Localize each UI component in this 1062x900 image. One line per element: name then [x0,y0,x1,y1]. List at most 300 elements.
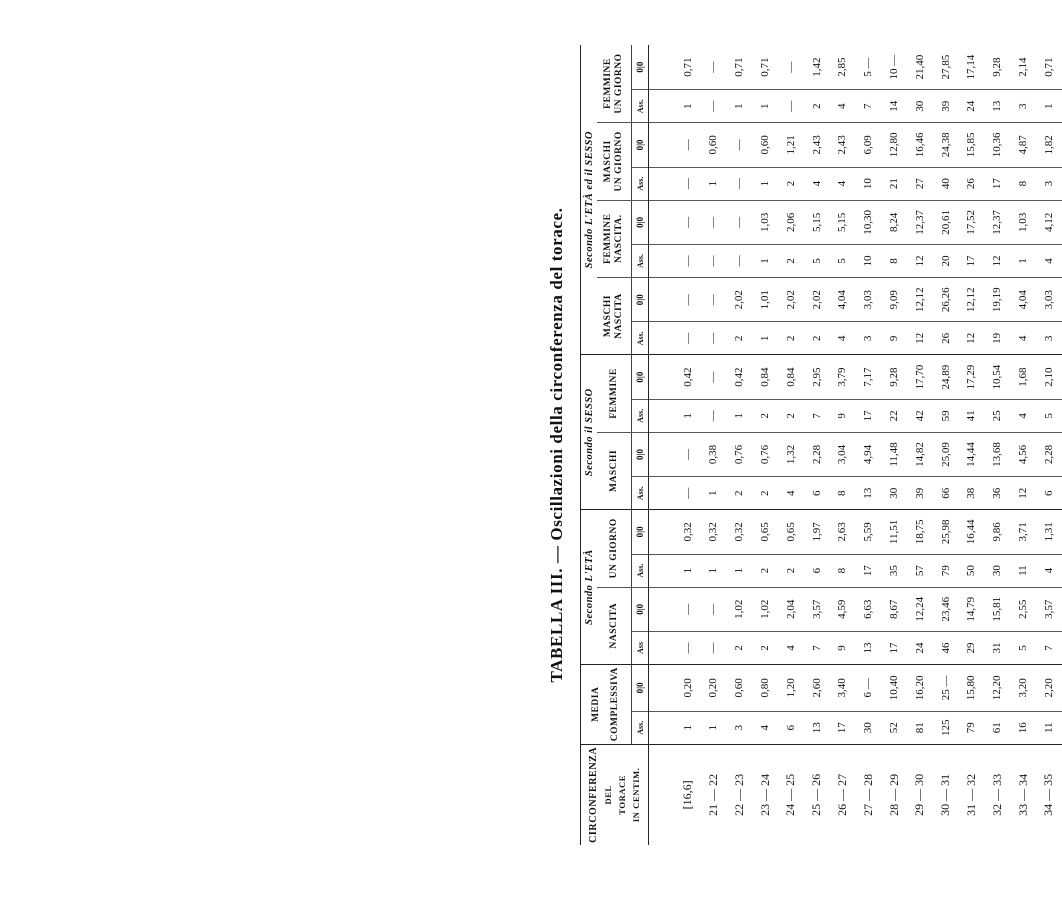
cell-absolute: 4 [830,167,856,200]
header-maschi-nascita-line2: NASCITA [614,293,624,339]
cell-percent: 2,28 [1036,432,1062,477]
cell-percent: 19,19 [984,277,1010,322]
cell-percent: 3,04 [830,432,856,477]
col-pct: 0|0 [632,45,649,90]
cell-absolute: 1 [726,90,752,123]
cell-percent: 25,98 [933,510,959,555]
cell-absolute: 22 [881,399,907,432]
cell-absolute: 12 [1010,477,1036,510]
cell-percent: 3,71 [1010,510,1036,555]
cell-percent: 4,94 [855,432,881,477]
table-row [701,45,727,845]
cell-percent: 2,02 [804,277,830,322]
cell-absolute: 2 [778,245,804,278]
cell-absolute: 2 [752,632,778,665]
cell-percent: 0,38 [701,432,727,477]
cell-percent: 2,43 [804,123,830,168]
cell-percent: 9,86 [984,510,1010,555]
cell-absolute: 1 [675,711,701,744]
cell-absolute: — [701,90,727,123]
cell-absolute: 8 [881,245,907,278]
col-pct: 0|0 [632,355,649,400]
cell-percent: 0,71 [752,45,778,90]
cell-percent: 4,04 [1010,277,1036,322]
cell-percent: 15,81 [984,587,1010,632]
cell-percent: 3,79 [830,355,856,400]
cell-percent: 0,84 [752,355,778,400]
cell-percent: 2,60 [804,664,830,711]
spacer-cell [649,510,675,555]
cell-percent: 13,68 [984,432,1010,477]
row-label: 28 — 29 [886,773,901,816]
cell-absolute: — [726,245,752,278]
cell-absolute: 30 [855,711,881,744]
cell-absolute: 3 [855,322,881,355]
table-row [1036,45,1062,845]
cell-percent: 1,01 [752,277,778,322]
cell-absolute: 13 [984,90,1010,123]
cell-percent: 5 — [855,45,881,90]
cell-absolute: 66 [933,477,959,510]
data-table [580,45,1062,845]
header-maschi-nascita [597,277,632,354]
cell-absolute: 17 [830,711,856,744]
cell-absolute: 1 [752,245,778,278]
cell-percent: 0,65 [752,510,778,555]
group-header-eta: Secondo L'ETÀ [581,510,598,665]
cell-percent: 3,20 [1010,664,1036,711]
cell-percent: 2,10 [1036,355,1062,400]
group-header-eta-sesso: Secondo L'ETÀ ed il SESSO [581,45,598,355]
cell-percent: 0,76 [726,432,752,477]
cell-absolute: 5 [1036,399,1062,432]
cell-absolute: 81 [907,711,933,744]
col-ass: Ass. [632,167,649,200]
table-row [907,45,933,845]
table-title: TABELLA III. — Oscillazioni della circonferenza del torace. [547,207,566,683]
cell-absolute: 46 [933,632,959,665]
cell-percent: 4,04 [830,277,856,322]
cell-percent: — [726,200,752,245]
cell-percent: 1,21 [778,123,804,168]
header-media-complessiva [581,664,632,744]
cell-absolute: 4 [804,167,830,200]
cell-absolute: 3 [1036,322,1062,355]
row-label: 22 — 23 [731,773,746,816]
cell-absolute: 2 [778,554,804,587]
cell-absolute: 10 [855,245,881,278]
spacer-cell [649,587,675,632]
cell-percent: 18,75 [907,510,933,555]
cell-absolute: 125 [933,711,959,744]
col-ass: Ass. [632,322,649,355]
cell-absolute: 1 [752,90,778,123]
cell-percent: 25 — [933,664,959,711]
cell-percent: 24,89 [933,355,959,400]
col-pct: 0|0 [632,123,649,168]
cell-absolute: 27 [907,167,933,200]
cell-absolute: 17 [984,167,1010,200]
spacer-cell [649,245,675,278]
col-ass: Ass. [632,477,649,510]
header-femmine-nascita-line1: FEMMINE [603,213,613,264]
cell-absolute: 2 [804,322,830,355]
cell-absolute: 13 [804,711,830,744]
cell-percent: 12,37 [907,200,933,245]
cell-absolute: — [675,322,701,355]
cell-percent: 6 — [855,664,881,711]
cell-absolute: 6 [804,554,830,587]
cell-percent: — [778,45,804,90]
cell-percent: 21,40 [907,45,933,90]
cell-absolute: 16 [1010,711,1036,744]
cell-absolute: 17 [881,632,907,665]
cell-absolute: 42 [907,399,933,432]
cell-percent: 0,80 [752,664,778,711]
spacer-cell [649,664,675,711]
cell-absolute: 13 [855,632,881,665]
cell-absolute: 31 [984,632,1010,665]
cell-absolute: 40 [933,167,959,200]
cell-percent: 9,28 [881,355,907,400]
cell-percent: 11,48 [881,432,907,477]
cell-absolute: — [701,322,727,355]
col-pct: 0|0 [632,510,649,555]
cell-percent: 2,04 [778,587,804,632]
cell-percent: 0,71 [1036,45,1062,90]
cell-percent: 12,20 [984,664,1010,711]
cell-absolute: 2 [752,477,778,510]
cell-percent: 14,44 [959,432,985,477]
cell-absolute: 13 [855,477,881,510]
spacer-cell [649,123,675,168]
cell-percent: 17,29 [959,355,985,400]
spacer-cell [649,554,675,587]
row-label: 32 — 33 [989,773,1004,816]
cell-absolute: 5 [804,245,830,278]
row-label: 26 — 27 [834,773,849,816]
cell-percent: 15,85 [959,123,985,168]
header-femmine-un-giorno [597,45,632,123]
table-row [855,45,881,845]
cell-percent: 1,97 [804,510,830,555]
cell-percent: 24,38 [933,123,959,168]
table-row [1010,45,1036,845]
cell-absolute: — [675,167,701,200]
cell-percent: 3,57 [804,587,830,632]
cell-absolute: 30 [984,554,1010,587]
rotated-table-page [542,45,1056,845]
cell-absolute: 52 [881,711,907,744]
col-ass: Ass. [632,245,649,278]
cell-percent: 9,09 [881,277,907,322]
cell-percent: 2,14 [1010,45,1036,90]
cell-absolute: 57 [907,554,933,587]
cell-percent: 11,51 [881,510,907,555]
cell-percent: 10,36 [984,123,1010,168]
cell-absolute: 11 [1036,711,1062,744]
cell-absolute: 4 [1010,322,1036,355]
cell-absolute: 36 [984,477,1010,510]
cell-absolute: 2 [726,477,752,510]
cell-absolute: 10 [855,167,881,200]
cell-absolute: 1 [675,90,701,123]
cell-percent: 8,67 [881,587,907,632]
row-label: 24 — 25 [783,773,798,816]
cell-absolute: 4 [1036,245,1062,278]
cell-percent: 5,59 [855,510,881,555]
spacer-cell [649,45,675,90]
cell-percent: 0,32 [701,510,727,555]
cell-absolute: 6 [778,711,804,744]
spacer-cell [649,744,675,845]
cell-absolute: 50 [959,554,985,587]
row-label: [16,6] [680,780,695,810]
table-row [830,45,856,845]
cell-absolute: 12 [907,245,933,278]
header-maschi-un-giorno-line2: UN GIORNO [614,131,624,192]
cell-absolute: 39 [933,90,959,123]
header-femmine-nascita-line2: NASCITA. [614,214,624,263]
cell-percent: — [701,200,727,245]
table-row [959,45,985,845]
cell-percent: 0,76 [752,432,778,477]
table-row [933,45,959,845]
spacer-cell [649,277,675,322]
cell-absolute: 1 [1010,245,1036,278]
cell-percent: 16,46 [907,123,933,168]
table-body [649,45,1062,845]
cell-absolute: 21 [881,167,907,200]
cell-absolute: 11 [1010,554,1036,587]
cell-percent: 0,60 [726,664,752,711]
col-ass: Ass. [632,554,649,587]
cell-absolute: 1 [726,399,752,432]
cell-percent: 5,15 [830,200,856,245]
cell-absolute: 4 [830,90,856,123]
col-pct: 0|0 [632,587,649,632]
cell-absolute: 1 [675,554,701,587]
cell-percent: — [726,123,752,168]
cell-percent: 5,15 [804,200,830,245]
header-maschi-nascita-line1: MASCHI [603,295,613,338]
cell-absolute: — [701,632,727,665]
cell-absolute: 26 [933,322,959,355]
cell-absolute: 24 [907,632,933,665]
header-un-giorno: UN GIORNO [597,510,632,587]
cell-absolute: 38 [959,477,985,510]
cell-absolute: 12 [984,245,1010,278]
cell-absolute: 4 [752,711,778,744]
cell-percent: 7,17 [855,355,881,400]
cell-absolute: — [675,245,701,278]
cell-absolute: 7 [804,399,830,432]
col-ass: Ass. [632,90,649,123]
header-femmine-un-giorno-line2: UN GIORNO [614,53,624,114]
cell-absolute: 9 [881,322,907,355]
header-femmine: FEMMINE [597,355,632,432]
cell-percent: 8,24 [881,200,907,245]
cell-percent: 1,03 [1010,200,1036,245]
cell-absolute: 2 [752,554,778,587]
cell-absolute: 59 [933,399,959,432]
col-pct: 0|0 [632,200,649,245]
cell-absolute: 20 [933,245,959,278]
cell-percent: 20,61 [933,200,959,245]
cell-percent: 12,12 [907,277,933,322]
cell-absolute: — [726,167,752,200]
cell-absolute: 8 [830,477,856,510]
cell-percent: 0,65 [778,510,804,555]
cell-percent: 2,28 [804,432,830,477]
cell-percent: 10,40 [881,664,907,711]
cell-absolute: 8 [1010,167,1036,200]
cell-absolute: 1 [752,167,778,200]
cell-percent: 26,26 [933,277,959,322]
cell-percent: 1,31 [1036,510,1062,555]
cell-percent: — [675,200,701,245]
cell-absolute: 1 [1036,90,1062,123]
cell-percent: 0,71 [726,45,752,90]
cell-absolute: 14 [881,90,907,123]
table-row [804,45,830,845]
cell-absolute: 39 [907,477,933,510]
cell-absolute: 30 [881,477,907,510]
cell-percent: 0,84 [778,355,804,400]
spacer-cell [649,432,675,477]
cell-percent: 1,68 [1010,355,1036,400]
cell-percent: 3,57 [1036,587,1062,632]
row-label: 25 — 26 [809,773,824,816]
cell-percent: — [701,587,727,632]
col-ass: Ass [632,632,649,665]
spacer-cell [649,477,675,510]
cell-absolute: 1 [675,399,701,432]
cell-percent: 3,40 [830,664,856,711]
cell-absolute: 9 [830,632,856,665]
table-row [726,45,752,845]
col-ass: Ass. [632,399,649,432]
cell-percent: 2,63 [830,510,856,555]
cell-absolute: 4 [1036,554,1062,587]
cell-percent: 14,79 [959,587,985,632]
cell-percent: 3,03 [855,277,881,322]
header-circonferenza [581,744,649,845]
cell-percent: 10,30 [855,200,881,245]
cell-percent: 1,42 [804,45,830,90]
cell-percent: — [675,432,701,477]
col-ass: Ass. [632,711,649,744]
col-pct: 0|0 [632,664,649,711]
cell-absolute: 4 [1010,399,1036,432]
cell-percent: 1,32 [778,432,804,477]
table-row [778,45,804,845]
cell-absolute: 7 [1036,632,1062,665]
cell-percent: 12,37 [984,200,1010,245]
cell-absolute: 3 [726,711,752,744]
cell-absolute: 2 [726,632,752,665]
cell-absolute: 17 [855,399,881,432]
cell-absolute: 2 [804,90,830,123]
cell-percent: 1,20 [778,664,804,711]
header-maschi-un-giorno-line1: MASCHI [603,140,613,183]
table-row [881,45,907,845]
cell-percent: 12,12 [959,277,985,322]
cell-absolute: 1 [726,554,752,587]
cell-absolute: 1 [752,322,778,355]
spacer-row [649,45,675,845]
cell-percent: — [675,277,701,322]
cell-absolute: 8 [830,554,856,587]
cell-absolute: 4 [778,632,804,665]
header-circonferenza-line3: TORACE [616,774,627,815]
row-label: 23 — 24 [757,773,772,816]
cell-absolute: 2 [778,322,804,355]
cell-percent: 2,85 [830,45,856,90]
cell-percent: 1,03 [752,200,778,245]
col-pct: 0|0 [632,432,649,477]
header-femmine-un-giorno-line1: FEMMINE [603,58,613,109]
cell-absolute: 2 [752,399,778,432]
cell-absolute: — [675,477,701,510]
row-label: 30 — 31 [938,773,953,816]
cell-absolute: 1 [701,167,727,200]
cell-absolute: — [701,245,727,278]
cell-absolute: 25 [984,399,1010,432]
cell-absolute: 1 [701,711,727,744]
cell-absolute: 61 [984,711,1010,744]
cell-percent: 2,55 [1010,587,1036,632]
header-femmine-nascita [597,200,632,277]
cell-absolute: 30 [907,90,933,123]
spacer-cell [649,632,675,665]
cell-absolute: 12 [907,322,933,355]
cell-percent: 27,85 [933,45,959,90]
cell-absolute: 35 [881,554,907,587]
cell-percent: 2,20 [1036,664,1062,711]
cell-percent: 4,59 [830,587,856,632]
cell-absolute: — [778,90,804,123]
cell-absolute: 29 [959,632,985,665]
spacer-cell [649,90,675,123]
table-row [752,45,778,845]
spacer-cell [649,711,675,744]
cell-absolute: 19 [984,322,1010,355]
row-label: 29 — 30 [912,773,927,816]
cell-percent: 2,95 [804,355,830,400]
cell-percent: 0,71 [675,45,701,90]
cell-percent: 2,06 [778,200,804,245]
cell-absolute: 17 [855,554,881,587]
cell-percent: 6,63 [855,587,881,632]
cell-percent: 0,60 [752,123,778,168]
cell-percent: 25,09 [933,432,959,477]
cell-percent: — [675,123,701,168]
cell-percent: 12,80 [881,123,907,168]
table-row [984,45,1010,845]
cell-percent: 2,43 [830,123,856,168]
cell-percent: 3,03 [1036,277,1062,322]
cell-percent: 23,46 [933,587,959,632]
header-circonferenza-line1: CIRCONFERENZA [587,746,599,843]
cell-percent: 0,32 [726,510,752,555]
cell-percent: 4,87 [1010,123,1036,168]
header-circonferenza-line4: IN CENTIM. [630,767,641,823]
cell-percent: — [701,277,727,322]
cell-absolute: 6 [1036,477,1062,510]
cell-percent: 12,24 [907,587,933,632]
row-label: 31 — 32 [963,773,978,816]
